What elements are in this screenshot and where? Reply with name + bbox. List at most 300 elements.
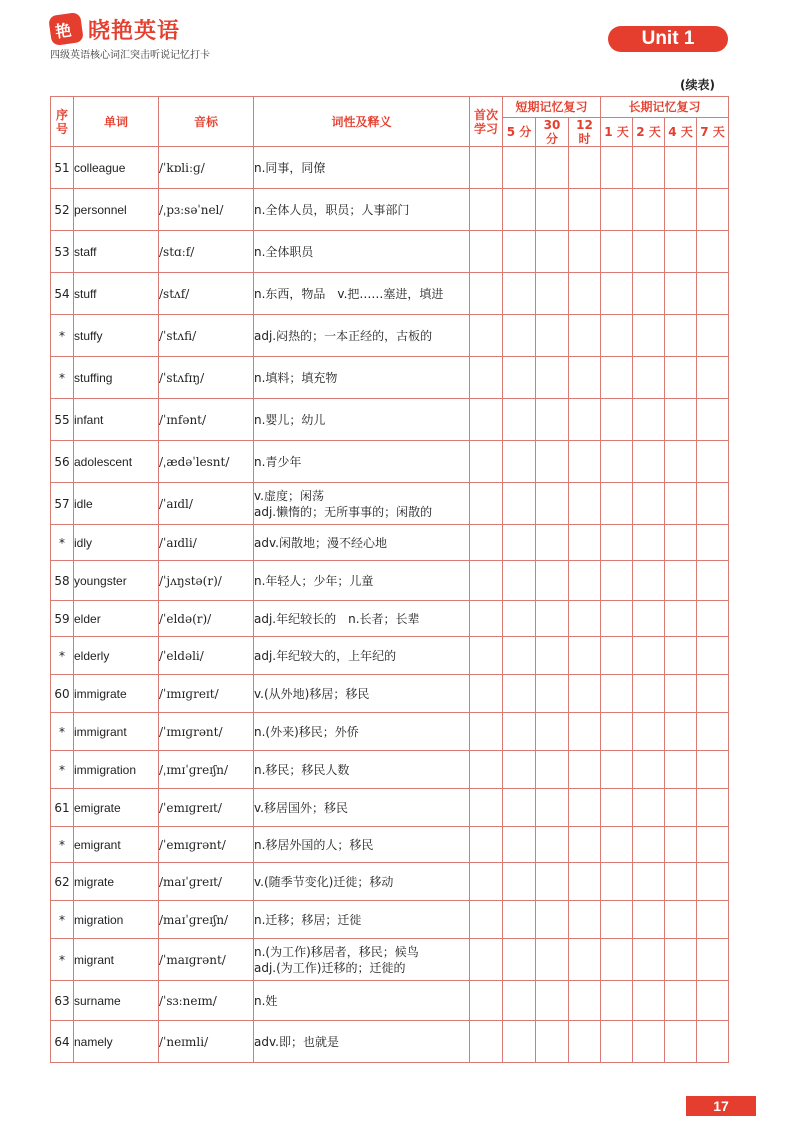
review-1day-check[interactable] [601,981,633,1021]
review-1day-check[interactable] [601,789,633,827]
table-row [51,789,729,827]
review-7day-check[interactable] [697,675,729,713]
review-4day-check[interactable] [665,675,697,713]
word-cell: idle [74,483,159,525]
review-2day-check[interactable] [633,1021,665,1063]
row-number: * [51,315,74,357]
page-number: 17 [686,1096,756,1116]
logo-subtitle: 四级英语核心词汇突击听说记忆打卡 [50,50,210,61]
first-study-check[interactable] [470,601,503,637]
phonetic-cell: /ˌɪmɪˈɡreɪʃn/ [159,751,254,789]
table-row [51,273,729,315]
review-4day-check[interactable] [665,483,697,525]
header-5min: 5 分 [503,118,536,147]
review-7day-check[interactable] [697,189,729,231]
phonetic-cell: /maɪˈɡreɪʃn/ [159,901,254,939]
review-30min-check[interactable] [536,147,569,189]
row-number: * [51,751,74,789]
review-30min-check[interactable] [536,561,569,601]
header-2day: 2 天 [633,118,665,147]
review-2day-check[interactable] [633,525,665,561]
review-12h-check[interactable] [569,147,601,189]
review-7day-check[interactable] [697,231,729,273]
review-2day-check[interactable] [633,863,665,901]
review-2day-check[interactable] [633,713,665,751]
first-study-check[interactable] [470,675,503,713]
review-7day-check[interactable] [697,827,729,863]
review-5min-check[interactable] [503,483,536,525]
definition-cell [254,483,470,525]
review-2day-check[interactable] [633,273,665,315]
review-4day-check[interactable] [665,561,697,601]
review-12h-check[interactable] [569,483,601,525]
review-30min-check[interactable] [536,357,569,399]
review-7day-check[interactable] [697,713,729,751]
review-1day-check[interactable] [601,441,633,483]
first-study-check[interactable] [470,231,503,273]
first-study-check[interactable] [470,525,503,561]
definition-line: n.青少年 [254,454,302,469]
header-7day: 7 天 [697,118,729,147]
definition-line: adj.年纪较长的 n.长者；长辈 [254,611,420,626]
review-5min-check[interactable] [503,863,536,901]
header-no: 序号 [51,97,74,147]
definition-cell [254,751,470,789]
table-row [51,863,729,901]
review-30min-check[interactable] [536,441,569,483]
first-study-check[interactable] [470,273,503,315]
review-5min-check[interactable] [503,399,536,441]
header-first-study: 首次学习 [470,97,503,147]
first-study-check[interactable] [470,189,503,231]
review-30min-check[interactable] [536,751,569,789]
review-1day-check[interactable] [601,399,633,441]
review-12h-check[interactable] [569,981,601,1021]
first-study-check[interactable] [470,147,503,189]
definition-line: adv.即；也就是 [254,1034,339,1049]
review-12h-check[interactable] [569,357,601,399]
first-study-check[interactable] [470,713,503,751]
header-long-term-review: 长期记忆复习 [601,97,729,118]
review-12h-check[interactable] [569,637,601,675]
review-2day-check[interactable] [633,827,665,863]
phonetic-cell: /ˈeldəli/ [159,637,254,675]
first-study-check[interactable] [470,357,503,399]
review-1day-check[interactable] [601,751,633,789]
definition-cell [254,675,470,713]
definition-cell [254,1021,470,1063]
review-5min-check[interactable] [503,675,536,713]
review-30min-check[interactable] [536,273,569,315]
review-4day-check[interactable] [665,357,697,399]
review-7day-check[interactable] [697,981,729,1021]
definition-line: n.移民；移民人数 [254,762,350,777]
review-5min-check[interactable] [503,561,536,601]
review-7day-check[interactable] [697,357,729,399]
unit-label: Unit 1 [608,26,728,52]
review-2day-check[interactable] [633,189,665,231]
review-4day-check[interactable] [665,751,697,789]
first-study-check[interactable] [470,399,503,441]
header-short-term-review: 短期记忆复习 [503,97,601,118]
review-4day-check[interactable] [665,441,697,483]
review-2day-check[interactable] [633,483,665,525]
phonetic-cell: /ˈaɪdl/ [159,483,254,525]
word-cell: colleague [74,147,159,189]
review-12h-check[interactable] [569,713,601,751]
word-cell: emigrate [74,789,159,827]
word-cell: stuffing [74,357,159,399]
word-cell: stuff [74,273,159,315]
review-4day-check[interactable] [665,901,697,939]
review-2day-check[interactable] [633,231,665,273]
review-5min-check[interactable] [503,601,536,637]
review-1day-check[interactable] [601,675,633,713]
phonetic-cell: /ˌpɜːsəˈnel/ [159,189,254,231]
word-cell: immigrate [74,675,159,713]
review-1day-check[interactable] [601,601,633,637]
row-number: 54 [51,273,74,315]
review-12h-check[interactable] [569,231,601,273]
row-number: 59 [51,601,74,637]
row-number: * [51,637,74,675]
review-7day-check[interactable] [697,637,729,675]
table-row [51,1021,729,1063]
definition-cell [254,441,470,483]
first-study-check[interactable] [470,939,503,981]
review-2day-check[interactable] [633,147,665,189]
header-12h: 12 时 [569,118,601,147]
review-2day-check[interactable] [633,637,665,675]
row-number: 60 [51,675,74,713]
word-cell: staff [74,231,159,273]
review-12h-check[interactable] [569,441,601,483]
review-7day-check[interactable] [697,789,729,827]
review-4day-check[interactable] [665,525,697,561]
continued-label: (续表) [680,78,715,92]
review-12h-check[interactable] [569,901,601,939]
definition-cell [254,315,470,357]
table-row [51,601,729,637]
table-row [51,901,729,939]
review-5min-check[interactable] [503,315,536,357]
definition-line: n.移居外国的人；移民 [254,837,374,852]
review-7day-check[interactable] [697,399,729,441]
review-12h-check[interactable] [569,399,601,441]
review-2day-check[interactable] [633,441,665,483]
row-number: 63 [51,981,74,1021]
review-12h-check[interactable] [569,789,601,827]
review-30min-check[interactable] [536,981,569,1021]
review-30min-check[interactable] [536,483,569,525]
review-7day-check[interactable] [697,273,729,315]
review-1day-check[interactable] [601,901,633,939]
definition-cell [254,637,470,675]
word-cell: personnel [74,189,159,231]
first-study-check[interactable] [470,981,503,1021]
review-30min-check[interactable] [536,827,569,863]
review-5min-check[interactable] [503,189,536,231]
review-1day-check[interactable] [601,827,633,863]
review-1day-check[interactable] [601,1021,633,1063]
header-phonetic: 音标 [159,97,254,147]
review-4day-check[interactable] [665,231,697,273]
row-number: * [51,357,74,399]
word-cell: youngster [74,561,159,601]
table-row [51,315,729,357]
review-4day-check[interactable] [665,827,697,863]
review-2day-check[interactable] [633,357,665,399]
phonetic-cell: /ˈaɪdli/ [159,525,254,561]
review-12h-check[interactable] [569,863,601,901]
review-30min-check[interactable] [536,713,569,751]
word-cell: adolescent [74,441,159,483]
review-1day-check[interactable] [601,147,633,189]
header-30min: 30 分 [536,118,569,147]
definition-line: n.(外来)移民；外侨 [254,724,359,739]
review-12h-check[interactable] [569,827,601,863]
definition-cell [254,525,470,561]
row-number: 51 [51,147,74,189]
review-7day-check[interactable] [697,147,729,189]
review-1day-check[interactable] [601,483,633,525]
review-5min-check[interactable] [503,939,536,981]
definition-line: n.填料；填充物 [254,370,338,385]
review-4day-check[interactable] [665,939,697,981]
review-7day-check[interactable] [697,863,729,901]
word-cell: elderly [74,637,159,675]
review-12h-check[interactable] [569,751,601,789]
word-cell: migrant [74,939,159,981]
review-1day-check[interactable] [601,637,633,675]
table-row [51,981,729,1021]
review-12h-check[interactable] [569,601,601,637]
review-4day-check[interactable] [665,863,697,901]
review-4day-check[interactable] [665,789,697,827]
table-row [51,939,729,981]
row-number: * [51,713,74,751]
review-5min-check[interactable] [503,901,536,939]
review-30min-check[interactable] [536,901,569,939]
row-number: * [51,525,74,561]
first-study-check[interactable] [470,827,503,863]
table-row [51,561,729,601]
review-5min-check[interactable] [503,637,536,675]
review-30min-check[interactable] [536,189,569,231]
review-5min-check[interactable] [503,789,536,827]
review-2day-check[interactable] [633,981,665,1021]
review-4day-check[interactable] [665,981,697,1021]
review-2day-check[interactable] [633,789,665,827]
review-12h-check[interactable] [569,315,601,357]
first-study-check[interactable] [470,483,503,525]
review-1day-check[interactable] [601,315,633,357]
review-5min-check[interactable] [503,441,536,483]
table-row [51,675,729,713]
review-12h-check[interactable] [569,1021,601,1063]
review-4day-check[interactable] [665,147,697,189]
phonetic-cell: /ˈstʌfi/ [159,315,254,357]
definition-cell [254,357,470,399]
review-4day-check[interactable] [665,189,697,231]
table-row [51,751,729,789]
first-study-check[interactable] [470,441,503,483]
first-study-check[interactable] [470,637,503,675]
word-cell: emigrant [74,827,159,863]
phonetic-cell: /ˈmaɪɡrənt/ [159,939,254,981]
review-30min-check[interactable] [536,399,569,441]
review-12h-check[interactable] [569,189,601,231]
definition-cell [254,601,470,637]
review-4day-check[interactable] [665,601,697,637]
review-2day-check[interactable] [633,901,665,939]
definition-cell [254,713,470,751]
review-1day-check[interactable] [601,939,633,981]
definition-line: n.迁移；移居；迁徙 [254,912,362,927]
review-7day-check[interactable] [697,483,729,525]
review-12h-check[interactable] [569,525,601,561]
review-30min-check[interactable] [536,789,569,827]
word-cell: immigrant [74,713,159,751]
review-7day-check[interactable] [697,1021,729,1063]
definition-cell [254,231,470,273]
definition-line: n.全体人员，职员；人事部门 [254,202,410,217]
review-7day-check[interactable] [697,525,729,561]
review-30min-check[interactable] [536,675,569,713]
review-1day-check[interactable] [601,863,633,901]
review-1day-check[interactable] [601,713,633,751]
definition-line: n.姓 [254,993,278,1008]
review-5min-check[interactable] [503,525,536,561]
review-7day-check[interactable] [697,315,729,357]
word-cell: surname [74,981,159,1021]
table-row [51,189,729,231]
row-number: * [51,939,74,981]
phonetic-cell: /stɑːf/ [159,231,254,273]
first-study-check[interactable] [470,751,503,789]
review-2day-check[interactable] [633,939,665,981]
review-5min-check[interactable] [503,713,536,751]
review-7day-check[interactable] [697,751,729,789]
phonetic-cell: /ˈɪmɪɡreɪt/ [159,675,254,713]
vocabulary-rows [51,147,729,1063]
review-7day-check[interactable] [697,601,729,637]
phonetic-cell: /ˈemɪɡrənt/ [159,827,254,863]
first-study-check[interactable] [470,901,503,939]
review-1day-check[interactable] [601,525,633,561]
table-row [51,525,729,561]
row-number: 61 [51,789,74,827]
definition-line: adv.闲散地；漫不经心地 [254,535,387,550]
review-12h-check[interactable] [569,561,601,601]
review-1day-check[interactable] [601,357,633,399]
review-4day-check[interactable] [665,273,697,315]
word-cell: immigration [74,751,159,789]
phonetic-cell: /ˈjʌŋstə(r)/ [159,561,254,601]
review-30min-check[interactable] [536,863,569,901]
review-1day-check[interactable] [601,273,633,315]
review-5min-check[interactable] [503,981,536,1021]
definition-line: n.同事，同僚 [254,160,326,175]
logo-title: 晓艳英语 [88,19,181,44]
word-cell: migrate [74,863,159,901]
review-12h-check[interactable] [569,273,601,315]
review-2day-check[interactable] [633,751,665,789]
row-number: 53 [51,231,74,273]
review-5min-check[interactable] [503,751,536,789]
review-30min-check[interactable] [536,315,569,357]
review-30min-check[interactable] [536,601,569,637]
definition-line: adj.闷热的；一本正经的，古板的 [254,328,433,343]
review-2day-check[interactable] [633,399,665,441]
review-5min-check[interactable] [503,357,536,399]
review-2day-check[interactable] [633,675,665,713]
phonetic-cell: /ˈstʌfɪŋ/ [159,357,254,399]
review-1day-check[interactable] [601,231,633,273]
header-meaning: 词性及释义 [254,97,470,147]
review-12h-check[interactable] [569,939,601,981]
review-5min-check[interactable] [503,1021,536,1063]
review-7day-check[interactable] [697,561,729,601]
review-5min-check[interactable] [503,231,536,273]
first-study-check[interactable] [470,863,503,901]
review-4day-check[interactable] [665,399,697,441]
review-30min-check[interactable] [536,637,569,675]
definition-cell [254,939,470,981]
first-study-check[interactable] [470,561,503,601]
table-row [51,441,729,483]
word-cell: migration [74,901,159,939]
first-study-check[interactable] [470,315,503,357]
definition-cell [254,863,470,901]
review-7day-check[interactable] [697,901,729,939]
review-1day-check[interactable] [601,189,633,231]
review-5min-check[interactable] [503,273,536,315]
row-number: * [51,827,74,863]
header-1day: 1 天 [601,118,633,147]
review-30min-check[interactable] [536,231,569,273]
review-2day-check[interactable] [633,561,665,601]
review-2day-check[interactable] [633,315,665,357]
table-row [51,357,729,399]
definition-cell [254,827,470,863]
first-study-check[interactable] [470,1021,503,1063]
review-4day-check[interactable] [665,713,697,751]
review-4day-check[interactable] [665,1021,697,1063]
review-5min-check[interactable] [503,827,536,863]
table-row [51,147,729,189]
review-5min-check[interactable] [503,147,536,189]
word-cell: idly [74,525,159,561]
review-4day-check[interactable] [665,315,697,357]
review-30min-check[interactable] [536,525,569,561]
definition-line: adj.懒惰的；无所事事的；闲散的 [254,504,433,519]
review-4day-check[interactable] [665,637,697,675]
first-study-check[interactable] [470,789,503,827]
logo-badge [48,12,84,46]
review-7day-check[interactable] [697,939,729,981]
definition-line: v.(从外地)移居；移民 [254,686,370,701]
review-30min-check[interactable] [536,1021,569,1063]
review-2day-check[interactable] [633,601,665,637]
review-1day-check[interactable] [601,561,633,601]
definition-line: n.东西，物品 v.把……塞进，填进 [254,286,444,301]
review-30min-check[interactable] [536,939,569,981]
review-7day-check[interactable] [697,441,729,483]
table-row [51,483,729,525]
phonetic-cell: /stʌf/ [159,273,254,315]
review-12h-check[interactable] [569,675,601,713]
